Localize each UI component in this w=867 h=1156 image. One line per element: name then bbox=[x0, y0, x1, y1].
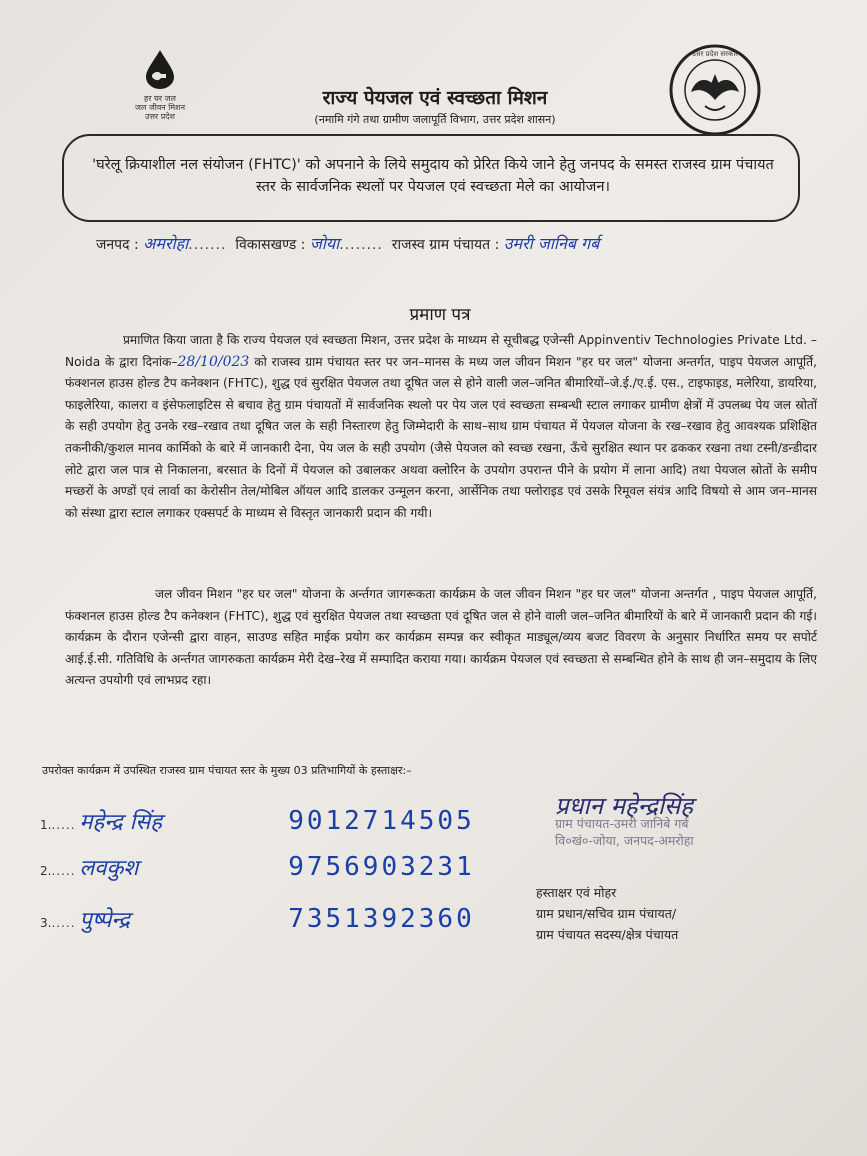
participant-phone: 9012714505 bbox=[288, 806, 475, 836]
participant-phone: 9756903231 bbox=[288, 852, 475, 882]
participant-name: लवकुश bbox=[79, 856, 139, 881]
paragraph-1-part-a: प्रमाणित किया जाता है कि राज्य पेयजल एवं स्वच्छता मिशन, उत्तर प्रदेश के माध्यम से सूचीबद्ध एजेन्सी Appinventiv Technologies Private Ltd. – Noida के द्वारा दिनांक– bbox=[65, 333, 817, 369]
up-government-emblem bbox=[665, 40, 765, 140]
participant-row: 3...... पुष्पेन्द्र 7351392360 bbox=[40, 904, 475, 934]
district-value: अमरोहा bbox=[143, 234, 189, 253]
participant-name: महेन्द्र सिंह bbox=[79, 810, 162, 835]
logo-line-2: जल जीवन मिशन bbox=[134, 103, 186, 112]
certificate-paragraph-1 bbox=[65, 330, 817, 524]
jal-jeevan-mission-logo bbox=[120, 48, 200, 121]
participant-row: 1...... महेन्द्र सिंह 9012714505 bbox=[40, 806, 475, 836]
participant-name: पुष्पेन्द्र bbox=[79, 908, 130, 933]
water-drop-icon bbox=[143, 48, 177, 90]
paragraph-1-part-b: को राजस्व ग्राम पंचायत स्तर पर जन–मानस के मध्य जल जीवन मिशन "हर घर जल" योजना अन्तर्गत, पाइप पेयजल आपूर्ति, फंक्शनल हाउस होल्ड टैप कनेक्शन (FHTC), शुद्ध एवं सुरक्षित पेयजल तथा दूषित जल से होने वाली जल–जनित बीमारियों–जे.ई./ए.ई. एस., टाइफाइड, मलेरिया, डायरिया, फाइलेरिया, कालरा व इंसेफलाइटिस से बचाव हेतु ग्राम पंचायतों में सार्वजनिक स्थलो पर पेय जल एवं स्वच्छता सम्बन्धी स्टाल लगाकर ग्रामीण क्षेत्रों में उपलब्ध पेय जल स्रोतों के सही उपयोग हेतु उनके रख–रखाव तथा दूषित जल के सही निस्तारण हेतु जिम्मेदारी के साथ–साथ ग्राम पंचायत में पेयजल योजना के रख–रखाव हेतु आवश्यक प्रशिक्षित तकनीकी/कुशल मानव कार्मिको के बारे में जानकारी देना, पेय जल के सही उपयोग (जैसे पेयजल को स्वच्छ रखना, ऊँचे सुरक्षित स्थान पर ढककर रखना तथा टस्नी/डन्डीदार लोटे द्वारा जल पात्र से निकालना, बरसात के दिनों में पेयजल को उबालकर अथवा क्लोरिन के उपयोग उपरान्त पीने के प्रयोग में लाना आदि) तथा पेयजल स्रोतों के समीप मच्छरों के अण्डों एवं लार्वा का केरोसीन तेल/मोबिल ऑयल आदि डालकर उन्मूलन करना, आर्सेनिक तथा फ्लोराइड एवं उसके रिमूवल संयंत्र आदि विषयो से आम जन–मानस को संस्था द्वारा स्टाल लगाकर एक्सपर्ट के माध्यम से विस्तृत जानकारी प्रदान की गयी। bbox=[65, 354, 817, 520]
page-title: राज्य पेयजल एवं स्वच्छता मिशन bbox=[322, 87, 548, 109]
certificate-heading: प्रमाण पत्र bbox=[409, 305, 471, 325]
event-date: 28/10/023 bbox=[177, 353, 250, 370]
designation-line-2: ग्राम प्रधान/सचिव ग्राम पंचायत/ bbox=[536, 906, 677, 921]
participant-number: 1. bbox=[40, 818, 52, 832]
page-subtitle: (नमामि गंगे तथा ग्रामीण जलापूर्ति विभाग, उत्तर प्रदेश शासन) bbox=[314, 113, 556, 126]
logo-line-3: उत्तर प्रदेश bbox=[145, 112, 175, 121]
participants-note: उपरोक्त कार्यक्रम में उपस्थित राजस्व ग्राम पंचायत स्तर के मुख्य 03 प्रतिभागियों के हस्ताक्षर:– bbox=[42, 764, 412, 777]
participant-row: 2...... लवकुश 9756903231 bbox=[40, 852, 475, 882]
panchayat-value: उमरी जानिब गर्ब bbox=[503, 234, 600, 253]
event-banner bbox=[62, 134, 800, 222]
stamp-line-2: वि०खं०-जोया, जनपद-अमरोहा bbox=[555, 833, 694, 848]
certificate-paragraph-2: जल जीवन मिशन "हर घर जल" योजना के अर्न्तगत जागरूकता कार्यक्रम के जल जीवन मिशन "हर घर जल" योजना अन्तर्गत , पाइप पेयजल आपूर्ति, फंक्शनल हाउस होल्ड टैप कनेक्शन (FHTC), शुद्ध एवं सुरक्षित पेयजल तथा स्वच्छता एवं दूषित जल से होने वाली जल–जनित बीमारियों के बारे में जानकारी प्रदान की गई। कार्यक्रम के दौरान एजेन्सी द्वारा वाहन, साउण्ड सहित माईक प्रयोग कर कार्यक्रम सम्पन्न कर स्वीकृत माड्यूल/व्यय बजट विवरण के अनुसार निर्धारित समय पर सपोर्ट आई.ई.सी. गतिविधि के अर्न्तगत जागरुकता कार्यक्रम मेरी देख–रेख में सम्पादित कराया गया। कार्यक्रम पेयजल एवं स्वच्छता से सम्बन्धित होने के साथ ही जन–समुदाय के लिए अत्यन्त उपयोगी एवं लाभप्रद रहा। bbox=[65, 587, 817, 688]
location-fields: जनपद : अमरोहा....... विकासखण्ड : जोया........ राजस्व ग्राम पंचायत : उमरी जानिब गर्ब bbox=[96, 234, 600, 253]
emblem-text: उत्तर प्रदेश सरकार bbox=[691, 50, 739, 58]
participant-number: 2. bbox=[40, 864, 52, 878]
participant-number: 3. bbox=[40, 916, 52, 930]
pradhan-stamp bbox=[555, 792, 855, 849]
pradhan-signature: प्रधान महेन्द्रसिंह bbox=[555, 792, 694, 820]
panchayat-label: राजस्व ग्राम पंचायत : bbox=[391, 237, 500, 253]
banner-text: 'घरेलू क्रियाशील नल संयोजन (FHTC)' को अपनाने के लिये समुदाय को प्रेरित किये जाने हेतु जनपद के समस्त राजस्व ग्राम पंचायत स्तर के सार्वजनिक स्थलों पर पेयजल एवं स्वच्छता मेले का आयोजन। bbox=[92, 157, 774, 195]
signatory-designation bbox=[536, 882, 816, 945]
logo-line-1: हर घर जल bbox=[144, 94, 176, 103]
designation-line-1: हस्ताक्षर एवं मोहर bbox=[536, 885, 617, 900]
block-label: विकासखण्ड : bbox=[235, 237, 306, 253]
district-label: जनपद : bbox=[96, 237, 139, 253]
stamp-line-1: ग्राम पंचायत-उमरी जानिबे गर्ब bbox=[555, 816, 689, 831]
designation-line-3: ग्राम पंचायत सदस्य/क्षेत्र पंचायत bbox=[536, 927, 679, 942]
participant-phone: 7351392360 bbox=[288, 904, 475, 934]
block-value: जोया bbox=[309, 234, 340, 253]
